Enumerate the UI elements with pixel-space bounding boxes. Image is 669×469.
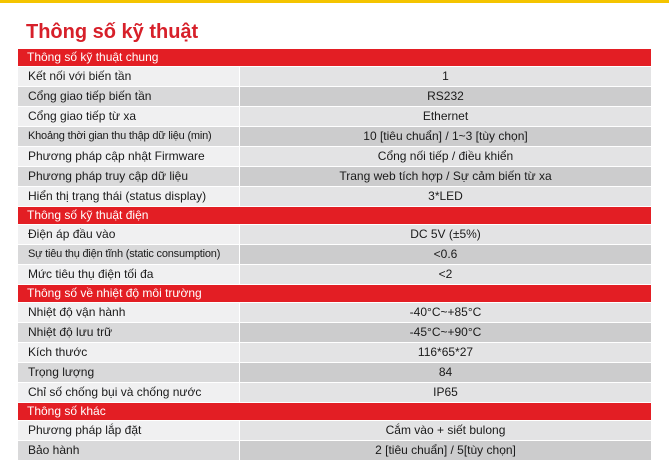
row-value: Cắm vào + siết bulong	[240, 421, 651, 440]
row-value: DC 5V (±5%)	[240, 225, 651, 244]
table-row	[18, 303, 651, 323]
table-row	[18, 67, 651, 87]
row-label: Kích thước	[18, 343, 239, 362]
table-row	[18, 323, 651, 343]
row-value: IP65	[240, 383, 651, 402]
row-label: Bảo hành	[18, 441, 239, 460]
table-row	[18, 127, 651, 147]
row-value: 116*65*27	[240, 343, 651, 362]
row-label: Sự tiêu thụ điện tĩnh (static consumption)	[18, 245, 239, 264]
spec-table	[18, 49, 651, 461]
page-title: Thông số kỹ thuật	[26, 21, 199, 43]
row-label: Phương pháp truy cập dữ liệu	[18, 167, 239, 186]
row-label: Hiển thị trạng thái (status display)	[18, 187, 239, 206]
row-label: Phương pháp cập nhật Firmware	[18, 147, 239, 166]
row-label: Nhiệt độ vận hành	[18, 303, 239, 322]
row-value: Cổng nối tiếp / điều khiển	[240, 147, 651, 166]
table-row	[18, 147, 651, 167]
row-label: Cổng giao tiếp từ xa	[18, 107, 239, 126]
table-row	[18, 265, 651, 285]
section-header-electrical: Thông số kỹ thuật điện	[18, 207, 651, 225]
row-label: Phương pháp lắp đặt	[18, 421, 239, 440]
row-value: Ethernet	[240, 107, 651, 126]
row-value: -45°C~+90°C	[240, 323, 651, 342]
row-value: Trang web tích hợp / Sự cảm biến từ xa	[240, 167, 651, 186]
row-label: Trọng lượng	[18, 363, 239, 382]
row-label: Chỉ số chống bụi và chống nước	[18, 383, 239, 402]
row-label: Cổng giao tiếp biến tần	[18, 87, 239, 106]
row-value: 1	[240, 67, 651, 86]
row-value: 2 [tiêu chuẩn] / 5[tùy chọn]	[240, 441, 651, 460]
table-row	[18, 383, 651, 403]
top-accent-stripe	[0, 0, 669, 3]
table-row	[18, 245, 651, 265]
row-value: <2	[240, 265, 651, 284]
row-value: 84	[240, 363, 651, 382]
section-header-general: Thông số kỹ thuật chung	[18, 49, 651, 67]
row-value: <0.6	[240, 245, 651, 264]
row-label: Điện áp đầu vào	[18, 225, 239, 244]
table-row	[18, 421, 651, 441]
table-row	[18, 225, 651, 245]
row-label: Khoảng thời gian thu thập dữ liệu (min)	[18, 127, 239, 146]
table-row	[18, 87, 651, 107]
table-row	[18, 343, 651, 363]
section-header-environment: Thông số về nhiệt độ môi trường	[18, 285, 651, 303]
row-value: -40°C~+85°C	[240, 303, 651, 322]
row-value: RS232	[240, 87, 651, 106]
table-row	[18, 107, 651, 127]
row-label: Kết nối với biến tần	[18, 67, 239, 86]
table-row	[18, 363, 651, 383]
table-row	[18, 167, 651, 187]
table-row	[18, 187, 651, 207]
table-row	[18, 441, 651, 461]
row-label: Mức tiêu thụ điện tối đa	[18, 265, 239, 284]
row-label: Nhiệt độ lưu trữ	[18, 323, 239, 342]
row-value: 3*LED	[240, 187, 651, 206]
row-value: 10 [tiêu chuẩn] / 1~3 [tùy chọn]	[240, 127, 651, 146]
section-header-other: Thông số khác	[18, 403, 651, 421]
